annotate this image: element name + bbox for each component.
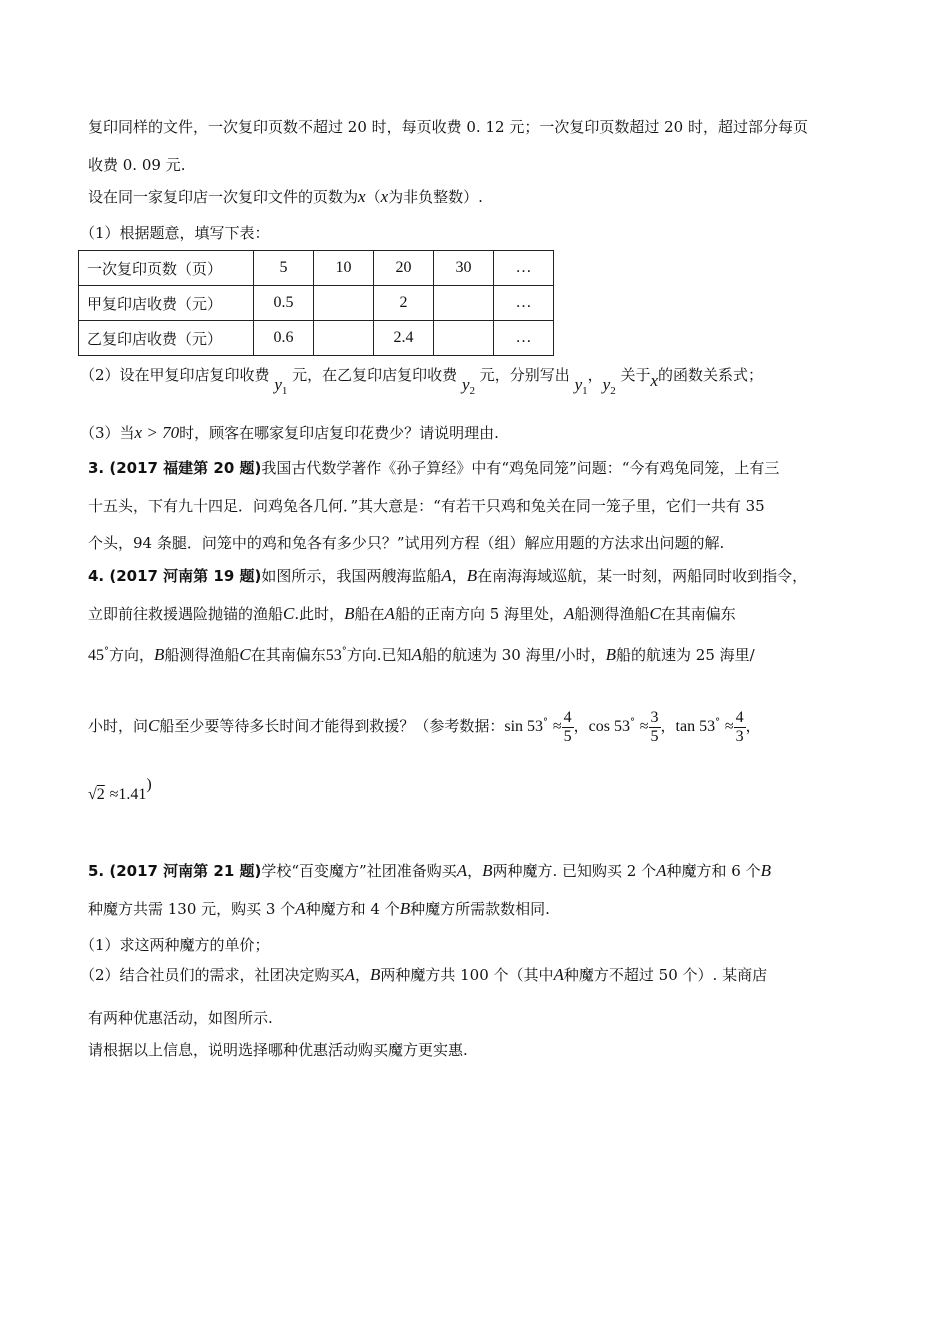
table-cell [314, 321, 374, 356]
question-1: （1）根据题意，填写下表： [80, 224, 270, 242]
fee-table [78, 250, 554, 356]
table-cell: 2.4 [374, 321, 434, 356]
table-cell: 0.5 [254, 286, 314, 321]
table-cell [434, 321, 494, 356]
intro-line-1: 复印同样的文件，一次复印页数不超过 20 时，每页收费 0. 12 元；一次复印页数超过 20 时，超过部分每页 [88, 118, 808, 136]
table-cell: 5 [254, 251, 314, 286]
table-cell: 甲复印店收费（元） [79, 286, 254, 321]
table-cell: 一次复印页数（页） [79, 251, 254, 286]
problem-5-line-2: 种魔方共需 130 元，购买 3 个A种魔方和 4 个B种魔方所需款数相同. [88, 899, 550, 918]
table-cell: 10 [314, 251, 374, 286]
problem-4-line-2: 立即前往救援遇险抛锚的渔船C.此时，B船在A船的正南方向 5 海里处，A船测得渔船C在其南偏东 [88, 604, 736, 623]
problem-3-line-2: 十五头，下有九十四足．问鸡兔各几何．”其大意是：“有若干只鸡和兔关在同一笼子里，它们一共有 35 [88, 497, 765, 515]
intro-line-2: 收费 0. 09 元. [88, 156, 186, 174]
question-2: （2）设在甲复印店复印收费 $y_1$ 元，在乙复印店复印收费 $y_2$ 元，分别写出 $y_1$，$y_2$ 关于x的函数关系式； [80, 366, 764, 397]
table-cell: … [494, 251, 554, 286]
table-cell [314, 286, 374, 321]
problem-5-tag: 5. (2017 河南第 21 题) [88, 862, 262, 880]
problem-5-line-6: 请根据以上信息，说明选择哪种优惠活动购买魔方更实惠. [88, 1041, 468, 1059]
problem-4-tag: 4. (2017 河南第 19 题) [88, 567, 262, 585]
table-cell: 乙复印店收费（元） [79, 321, 254, 356]
table-cell: … [494, 286, 554, 321]
intro-line-3: 设在同一家复印店一次复印文件的页数为x（x为非负整数）. [88, 187, 483, 206]
fraction: $\frac{3}{5}$ [650, 708, 659, 745]
problem-5-line-1: 5. (2017 河南第 21 题)学校“百变魔方”社团准备购买A，B两种魔方. 已知购买 2 个A种魔方和 6 个B [88, 861, 771, 880]
table-row [79, 251, 554, 286]
question-3: （3）当x > 70时，顾客在哪家复印店复印花费少？请说明理由. [80, 423, 499, 442]
problem-5-line-5: 有两种优惠活动，如图所示. [88, 1009, 273, 1027]
table-cell: 30 [434, 251, 494, 286]
table-cell: 0.6 [254, 321, 314, 356]
table-cell: 20 [374, 251, 434, 286]
sqrt-symbol: √2 [88, 786, 105, 803]
fraction: $\frac{4}{5}$ [563, 708, 572, 745]
problem-5-question-2: （2）结合社员们的需求，社团决定购买A，B两种魔方共 100 个（其中A种魔方不超过 50 个）. 某商店 [80, 965, 768, 984]
table-cell: … [494, 321, 554, 356]
table-row [79, 321, 554, 356]
table-row [79, 286, 554, 321]
problem-3-line-3: 个头，94 条腿．问笼中的鸡和兔各有多少只？”试用列方程（组）解应用题的方法求出问题的解. [88, 534, 725, 552]
problem-4-line-3: 45°方向，B船测得渔船C在其南偏东53°方向.已知A船的航速为 30 海里/小时，B船的航速为 25 海里/ [88, 645, 755, 664]
problem-3-line-1: 3. (2017 福建第 20 题)我国古代数学著作《孙子算经》中有“鸡兔同笼”问题：“今有鸡兔同笼，上有三 [88, 459, 780, 477]
problem-3-tag: 3. (2017 福建第 20 题) [88, 459, 262, 477]
table-cell [434, 286, 494, 321]
fraction: $\frac{4}{3}$ [735, 708, 744, 745]
problem-4-line-5: √2 ≈1.41) [88, 776, 152, 803]
problem-5-question-1: （1）求这两种魔方的单价； [80, 936, 270, 954]
problem-4-line-4: 小时，问C船至少要等待多长时间才能得到救援？（参考数据：sin 53° ≈ $\frac{4}{5}$ ，cos 53° ≈ $\frac{3}{5}$ ，tan 53° ≈ $\frac{4}{3}$ ， [88, 708, 761, 745]
table-cell: 2 [374, 286, 434, 321]
problem-4-line-1: 4. (2017 河南第 19 题)如图所示，我国两艘海监船A，B在南海海域巡航，某一时刻，两船同时收到指令， [88, 566, 808, 585]
